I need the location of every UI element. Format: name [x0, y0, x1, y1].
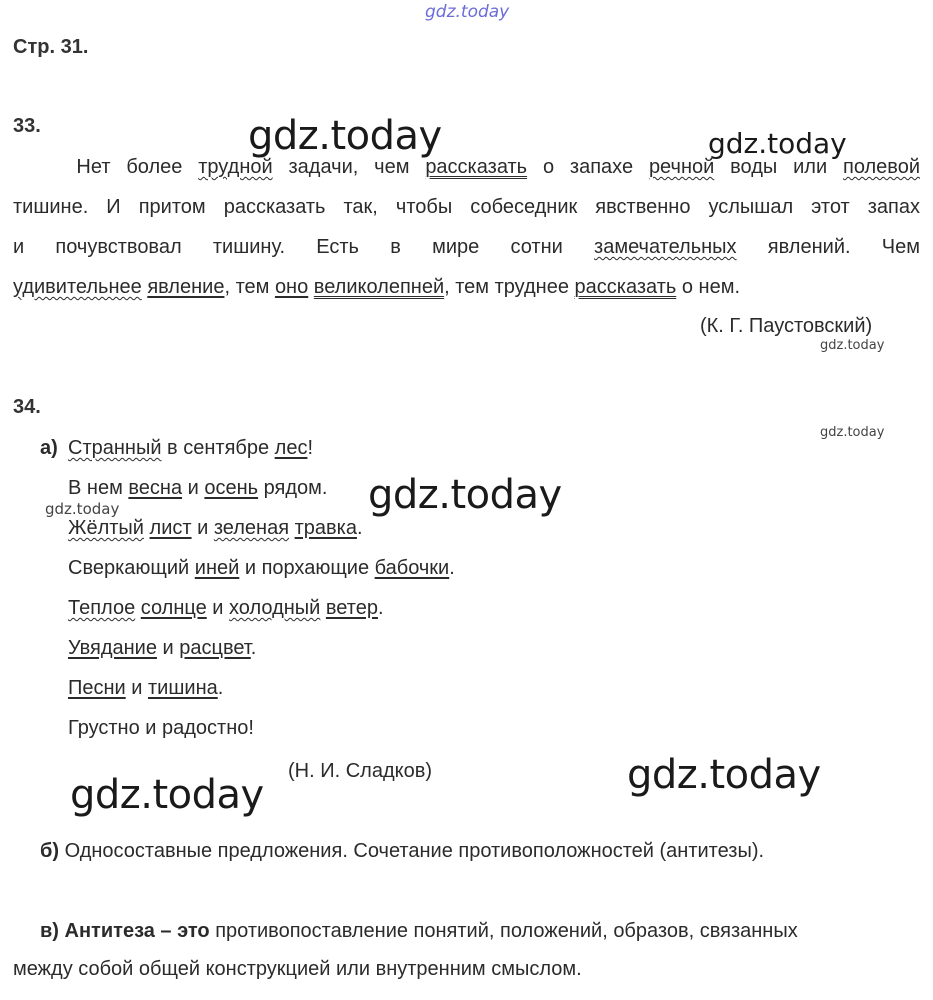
- poem-line: В нем весна и осень рядом.: [68, 477, 328, 499]
- author: (К. Г. Паустовский): [700, 315, 873, 337]
- text-line: удивительнее явление, тем оно великолепней, тем труднее рассказать о нем.: [13, 276, 741, 298]
- text-line: Нет более трудной задачи, чем рассказать о запахе речной воды или полевой: [76, 156, 921, 178]
- poem-line: Сверкающий иней и порхающие бабочки.: [68, 557, 455, 579]
- watermark: gdz.today: [820, 338, 885, 353]
- watermark: gdz.today: [248, 113, 442, 159]
- poem-line: Грустно и радостно!: [68, 717, 254, 739]
- poem-line: Жёлтый лист и зеленая травка.: [68, 517, 363, 539]
- poem-line: Странный в сентябре лес!: [68, 437, 314, 459]
- watermark: gdz.today: [368, 472, 562, 518]
- exercise-number: 34.: [13, 396, 41, 418]
- poem-line: Теплое солнце и холодный ветер.: [68, 597, 384, 619]
- text-line: и почувствовал тишину. Есть в мире сотни замечательных явлений. Чем: [13, 236, 920, 258]
- poem-line: Увядание и расцвет.: [68, 637, 257, 659]
- watermark: gdz.today: [45, 500, 120, 518]
- item-marker: а): [40, 437, 58, 459]
- page-reference: Стр. 31.: [13, 36, 89, 58]
- answer-v: в) Антитеза – это противопоставление понятий, положений, образов, связанных: [40, 920, 798, 942]
- exercise-number: 33.: [13, 115, 41, 137]
- watermark: gdz.today: [820, 425, 885, 440]
- answer-v-continued: между собой общей конструкцией или внутренним смыслом.: [13, 958, 582, 980]
- text-line: тишине. И притом рассказать так, чтобы собеседник явственно услышал этот запах: [13, 196, 920, 218]
- watermark: gdz.today: [708, 127, 847, 160]
- watermark: gdz.today: [70, 772, 264, 818]
- watermark: gdz.today: [627, 752, 821, 798]
- answer-b: б) Односоставные предложения. Сочетание противоположностей (антитезы).: [40, 840, 765, 862]
- watermark-top: gdz.today: [425, 2, 510, 22]
- author: (Н. И. Сладков): [288, 760, 432, 782]
- poem-line: Песни и тишина.: [68, 677, 224, 699]
